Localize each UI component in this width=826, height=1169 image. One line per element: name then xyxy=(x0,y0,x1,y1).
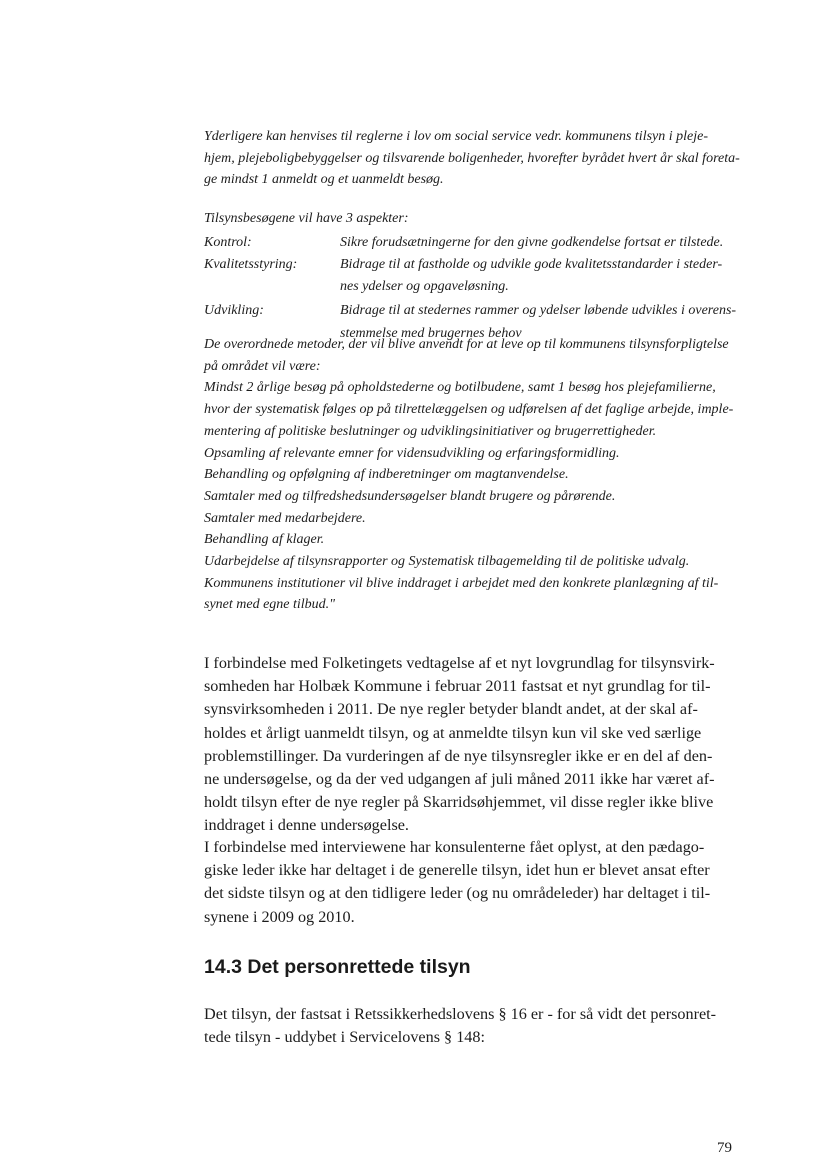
aspect-label: Kontrol: xyxy=(204,235,252,250)
quote-line: Samtaler med medarbejdere. xyxy=(204,510,366,526)
aspect-description: Bidrage til at stedernes rammer og ydelser løbende udvikles i overens- xyxy=(340,303,737,318)
section-heading: 14.3 Det personrettede tilsyn xyxy=(204,956,471,978)
paragraph-line: holdes et årligt uanmeldt tilsyn, og at anmeldte tilsyn kun vil ske ved særlige xyxy=(204,723,702,742)
quote-line: Yderligere kan henvises til reglerne i lov om social service vedr. kommunens tilsyn i pleje- xyxy=(204,129,708,144)
paragraph-line: giske leder ikke har deltaget i de generelle tilsyn, idet hun er blevet ansat efter xyxy=(204,861,710,880)
paragraph-line: I forbindelse med Folketingets vedtagelse af et nyt lovgrundlag for tilsynsvirk- xyxy=(204,654,715,672)
aspect-description: nes ydelser og opgaveløsning. xyxy=(340,279,509,294)
aspect-label: Kvalitetsstyring: xyxy=(204,257,298,272)
quote-line: Behandling af klager. xyxy=(204,532,325,548)
paragraph-line: det sidste tilsyn og at den tidligere leder (og nu områdeleder) har deltaget i til- xyxy=(204,884,711,903)
quote-line: Udarbejdelse af tilsynsrapporter og Systematisk tilbagemelding til de politiske udvalg. xyxy=(204,554,690,570)
paragraph-line: synsvirksomheden i 2011. De nye regler betyder blandt andet, at der skal af- xyxy=(204,700,698,719)
quote-line: Samtaler med og tilfredshedsundersøgelser blandt brugere og pårørende. xyxy=(204,488,616,504)
paragraph-line: Det tilsyn, der fastsat i Retssikkerhedslovens § 16 er - for så vidt det personret- xyxy=(204,1005,717,1023)
aspect-description: Bidrage til at fastholde og udvikle gode kvalitetsstandarder i steder- xyxy=(340,257,723,272)
paragraph-line: inddraget i denne undersøgelse. xyxy=(204,816,409,835)
quote-line: på området vil være: xyxy=(204,358,321,374)
paragraph-line: I forbindelse med interviewene har konsulenterne fået oplyst, at den pædago- xyxy=(204,838,705,856)
quote-line: Opsamling af relevante emner for vidensudvikling og erfaringsformidling. xyxy=(204,445,620,461)
paragraph-line: ne undersøgelse, og da der ved udgangen af juli måned 2011 ikke har været af- xyxy=(204,770,715,789)
paragraph-line: synene i 2009 og 2010. xyxy=(204,907,355,926)
aspects-block xyxy=(204,208,749,341)
aspects-intro: Tilsynsbesøgene vil have 3 aspekter: xyxy=(204,211,409,226)
quote-line: hjem, plejeboligbebyggelser og tilsvarende boligenheder, hvorefter byrådet hvert år skal foreta- xyxy=(204,150,740,166)
aspect-description: Sikre forudsætningerne for den givne godkendelse fortsat er tilstede. xyxy=(340,235,724,250)
aspect-label: Udvikling: xyxy=(204,303,264,318)
intro-quote xyxy=(204,126,749,191)
paragraph-line: somheden har Holbæk Kommune i februar 2011 fastsat et nyt grundlag for til- xyxy=(204,677,711,696)
quote-line: mentering af politiske beslutninger og udviklingsinitiativer og brugerrettigheder. xyxy=(204,423,657,439)
aspect-description: stemmelse med brugernes behov xyxy=(340,326,522,341)
quote-line: Kommunens institutioner vil blive inddraget i arbejdet med den konkrete planlægning af til- xyxy=(204,575,719,591)
paragraph-personrettede xyxy=(204,1003,744,1049)
methods-quote xyxy=(204,334,749,616)
quote-line: Mindst 2 årlige besøg på opholdstederne og botilbudene, samt 1 besøg hos plejefamilierne, xyxy=(204,380,716,396)
paragraph-line: problemstillinger. Da vurderingen af de nye tilsynsregler ikke er en del af den- xyxy=(204,746,713,765)
quote-line: ge mindst 1 anmeldt og et uanmeldt besøg. xyxy=(204,172,444,187)
quote-line: De overordnede metoder, der vil blive anvendt for at leve op til kommunens tilsynsforpligtelse xyxy=(204,337,729,352)
paragraph-lovgrundlag xyxy=(204,652,744,838)
quote-line: Behandling og opfølgning af indberetninger om magtanvendelse. xyxy=(204,467,569,483)
paragraph-line: holdt tilsyn efter de nye regler på Skarridsøhjemmet, vil disse regler ikke blive xyxy=(204,793,714,812)
quote-line: synet med egne tilbud." xyxy=(204,597,336,613)
page-number: 79 xyxy=(717,1140,732,1156)
quote-line: hvor der systematisk følges op på tilrettelæggelsen og udførelsen af det faglige arbejde, imple- xyxy=(204,402,734,418)
paragraph-line: tede tilsyn - uddybet i Servicelovens § 148: xyxy=(204,1028,485,1047)
paragraph-interviews xyxy=(204,836,744,929)
